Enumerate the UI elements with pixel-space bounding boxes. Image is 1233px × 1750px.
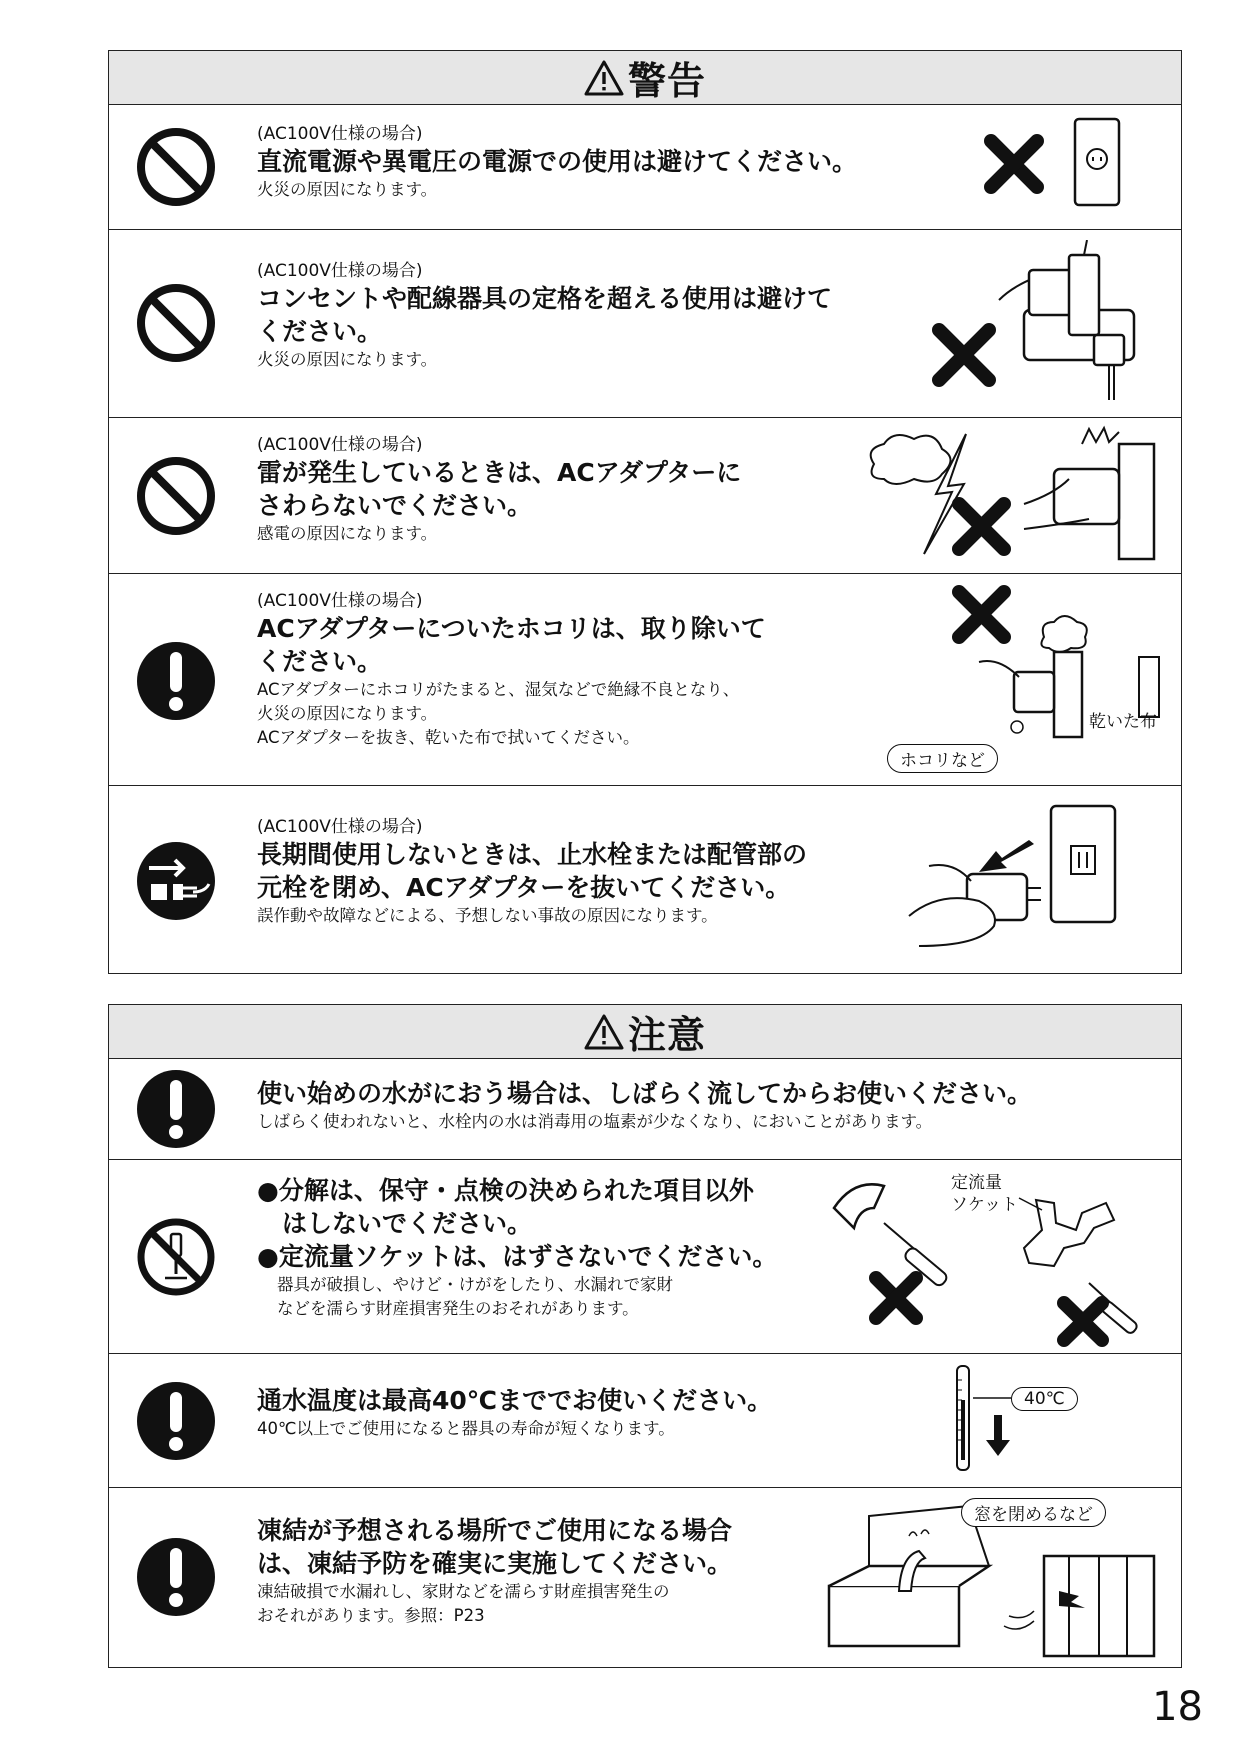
warning-detail: ACアダプターを抜き、乾いた布で拭いてください。 — [257, 728, 640, 747]
socket-label-line: ソケット — [951, 1195, 1018, 1215]
warning-header — [109, 51, 1181, 105]
power-strip-illustration — [909, 240, 1169, 410]
caution-heading: 使い始めの水がにおう場合は、しばらく流してからお使いください。 — [257, 1079, 1033, 1108]
warning-row — [109, 229, 1181, 417]
caution-detail: などを濡らす財産損害発生のおそれがあります。 — [277, 1299, 639, 1318]
caution-bullet: ●定流量ソケットは、はずさないでください。 — [257, 1242, 778, 1271]
warning-detail: 火災の原因になります。 — [257, 180, 438, 199]
unplug-adapter-illustration — [899, 796, 1169, 966]
caution-bullet: はしないでください。 — [257, 1209, 533, 1238]
caution-heading: 通水温度は最高40℃まででお使いください。 — [257, 1386, 773, 1415]
spec-note: (AC100V仕様の場合) — [257, 261, 423, 281]
warning-heading: 長期間使用しないときは、止水栓または配管部の — [257, 840, 808, 869]
spec-note: (AC100V仕様の場合) — [257, 817, 423, 837]
dust-label: ホコリなど — [887, 744, 998, 773]
caution-detail: 40℃以上でご使用になると器具の寿命が短くなります。 — [257, 1419, 675, 1438]
warning-row — [109, 573, 1181, 785]
mandatory-action-icon — [135, 1536, 217, 1618]
caution-row — [109, 1159, 1181, 1353]
caution-heading: は、凍結予防を確実に実施してください。 — [257, 1549, 733, 1578]
warning-heading: ACアダプターについたホコリは、取り除いて — [257, 614, 766, 643]
socket-label — [951, 1172, 1018, 1216]
window-label: 窓を閉めるなど — [961, 1498, 1106, 1527]
warning-heading: ください。 — [257, 317, 383, 346]
warning-detail: 火災の原因になります。 — [257, 704, 438, 723]
warning-heading: さわらないでください。 — [257, 491, 533, 520]
temperature-label: 40℃ — [1011, 1387, 1078, 1411]
caution-detail: 器具が破損し、やけど・けがをしたり、水漏れで家財 — [277, 1275, 673, 1294]
warning-detail: ACアダプターにホコリがたまると、湿気などで絶縁不良となり、 — [257, 680, 740, 699]
prohibition-icon — [135, 455, 217, 537]
warning-triangle-icon — [584, 60, 624, 96]
caution-title: 注意 — [627, 1013, 706, 1057]
warning-heading: 元栓を閉め、ACアダプターを抜いてください。 — [257, 873, 791, 902]
caution-detail: 凍結破損で水漏れし、家財などを濡らす財産損害発生の — [257, 1582, 670, 1601]
prohibition-icon — [135, 282, 217, 364]
caution-heading: 凍結が予想される場所でご使用になる場合 — [257, 1516, 733, 1545]
warning-row — [109, 417, 1181, 573]
warning-heading: ください。 — [257, 647, 383, 676]
warning-heading: 直流電源や異電圧の電源での使用は避けてください。 — [257, 147, 858, 176]
warning-detail: 火災の原因になります。 — [257, 350, 438, 369]
caution-detail: しばらく使われないと、水栓内の水は消毒用の塩素が少なくなり、においことがあります。 — [257, 1112, 933, 1131]
warning-heading: コンセントや配線器具の定格を超える使用は避けて — [257, 284, 833, 313]
mandatory-action-icon — [135, 1068, 217, 1150]
wall-outlet-illustration — [969, 113, 1169, 223]
mandatory-action-icon — [135, 1380, 217, 1462]
caution-row — [109, 1059, 1181, 1159]
unplug-icon — [135, 840, 217, 922]
warning-row — [109, 785, 1181, 975]
dry-cloth-label: 乾いた布 — [1089, 712, 1157, 732]
warning-row — [109, 105, 1181, 229]
spec-note: (AC100V仕様の場合) — [257, 591, 423, 611]
caution-panel — [108, 1004, 1182, 1668]
caution-row — [109, 1487, 1181, 1667]
lightning-illustration — [854, 424, 1174, 569]
caution-row — [109, 1353, 1181, 1487]
socket-label-line: 定流量 — [951, 1173, 1002, 1193]
caution-bullet: ●分解は、保守・点検の決められた項目以外 — [257, 1176, 754, 1205]
prohibition-icon — [135, 126, 217, 208]
warning-detail: 誤作動や故障などによる、予想しない事故の原因になります。 — [257, 906, 718, 925]
no-disassembly-icon — [135, 1216, 217, 1298]
page-number: 18 — [1152, 1684, 1203, 1730]
spec-note: (AC100V仕様の場合) — [257, 435, 423, 455]
warning-panel — [108, 50, 1182, 974]
caution-detail: おそれがあります。参照：P23 — [257, 1606, 485, 1625]
warning-detail: 感電の原因になります。 — [257, 524, 438, 543]
mandatory-action-icon — [135, 640, 217, 722]
thermometer-illustration — [939, 1360, 1179, 1480]
warning-heading: 雷が発生しているときは、ACアダプターに — [257, 458, 742, 487]
warning-title: 警告 — [627, 59, 706, 103]
caution-header — [109, 1005, 1181, 1059]
warning-triangle-icon — [584, 1014, 624, 1050]
spec-note: (AC100V仕様の場合) — [257, 124, 423, 144]
